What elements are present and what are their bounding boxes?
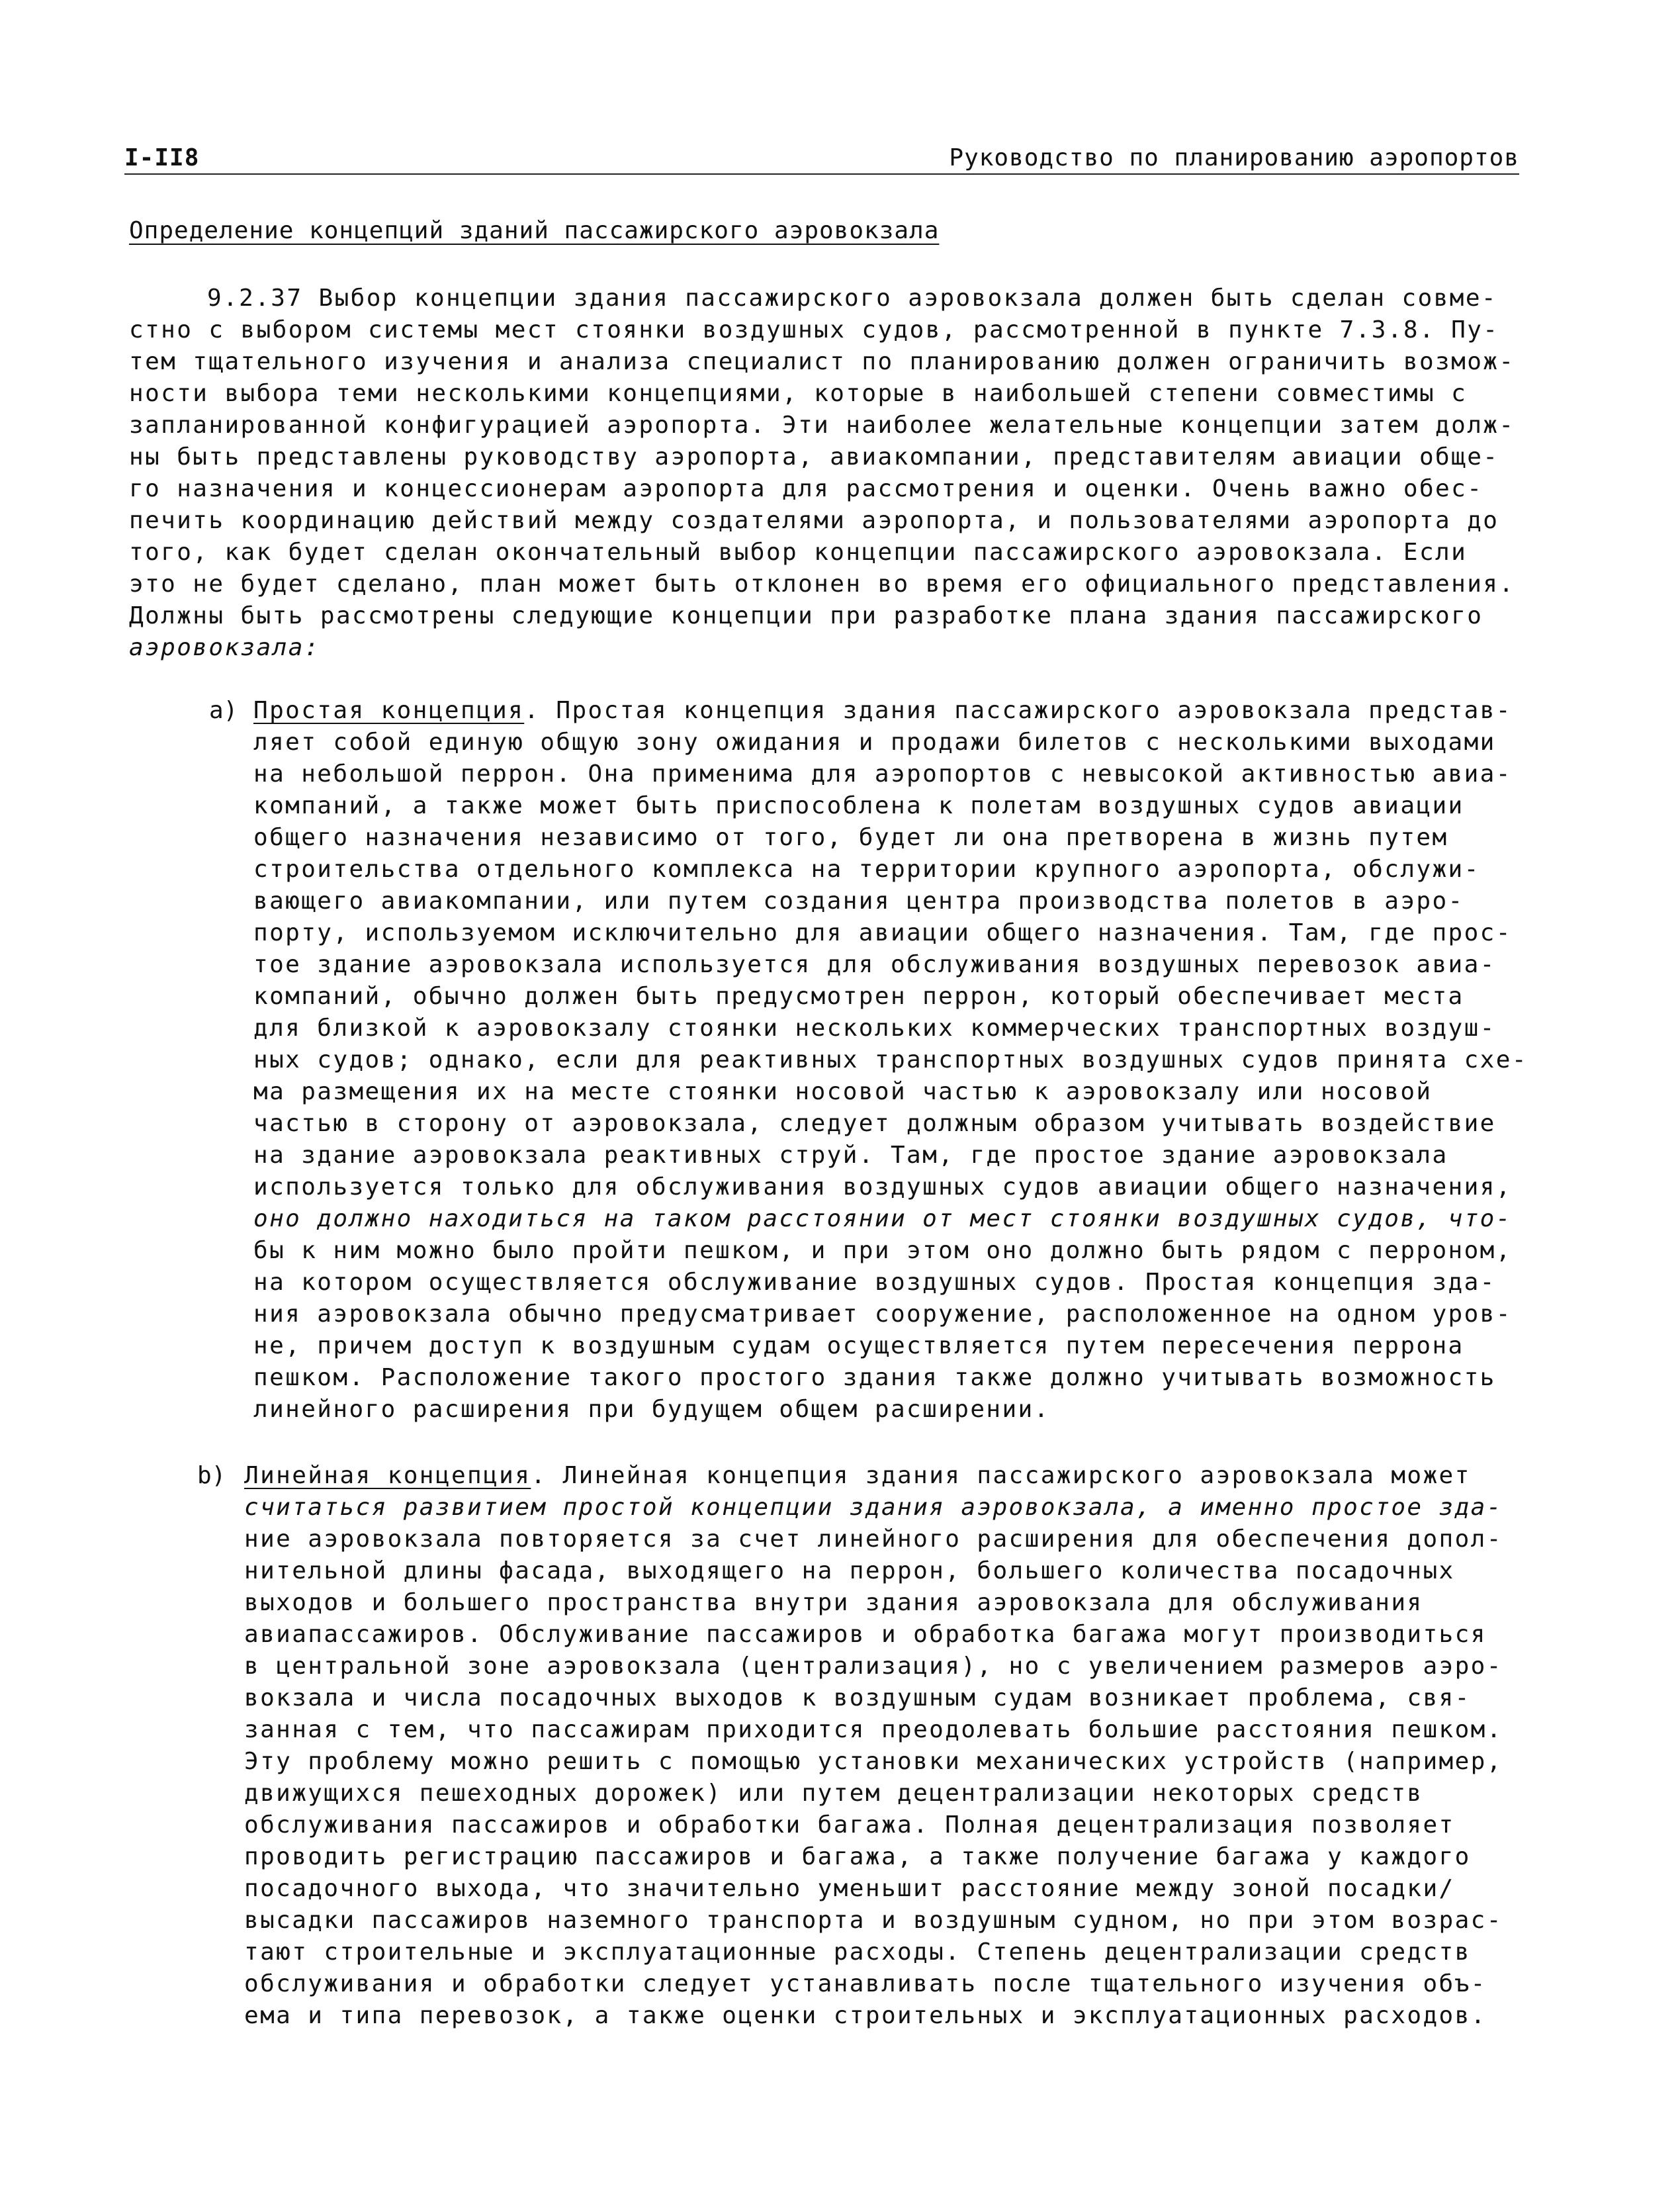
list-item-first-line <box>244 1460 1471 1492</box>
section-heading: Определение концепций зданий пассажирского аэровокзала <box>129 217 940 244</box>
list-item-line: на здание аэровокзала реактивных струй. Там, где простое здание аэровокзала <box>253 1142 1448 1169</box>
list-item-line: для близкой к аэровокзалу стоянки нескольких коммерческих транспортных воздуш- <box>253 1015 1496 1042</box>
list-item-line: вокзала и числа посадочных выходов к воздушным судам возникает проблема, свя- <box>244 1684 1471 1711</box>
list-item-line: частью в сторону от аэровокзала, следует должным образом учитывать воздействие <box>253 1110 1496 1137</box>
list-item-line: пешком. Расположение такого простого здания также должно учитывать возможность <box>253 1364 1496 1391</box>
running-title: Руководство по планированию аэропортов <box>949 144 1519 171</box>
list-item-first-line <box>253 695 1512 727</box>
list-item-text: . Линейная концепция здания пассажирского аэровокзала может <box>531 1462 1471 1489</box>
list-item-line: высадки пассажиров наземного транспорта и воздушным судном, но при этом возрас- <box>244 1907 1503 1934</box>
list-item-line: компаний, обычно должен быть предусмотрен перрон, который обеспечивает места <box>253 983 1464 1010</box>
list-item-line: посадочного выхода, что значительно уменьшит расстояние между зоной посадки/ <box>244 1875 1455 1902</box>
page-number: I-II8 <box>124 144 200 171</box>
list-item-line: тают строительные и эксплуатационные расходы. Степень децентрализации средств <box>244 1938 1471 1966</box>
page-header <box>124 144 1519 177</box>
paragraph-line: это не будет сделано, план может быть отклонен во время его официального представления. <box>129 570 1515 598</box>
list-item-line: на котором осуществляется обслуживание воздушных судов. Простая концепция зда- <box>253 1269 1496 1296</box>
header-rule <box>124 173 1519 175</box>
list-marker: b) <box>197 1462 226 1489</box>
paragraph-line: запланированной конфигурацией аэропорта. Эти наиболее желательные концепции затем долж- <box>129 412 1515 439</box>
list-item-line: нительной длины фасада, выходящего на перрон, большего количества посадочных <box>244 1557 1455 1584</box>
list-item-line: авиапассажиров. Обслуживание пассажиров и обработка багажа могут производиться <box>244 1621 1487 1648</box>
list-item-line: считаться развитием простой концепции здания аэровокзала, а именно простое зда- <box>244 1494 1503 1521</box>
list-item-line: обслуживания и обработки следует устанавливать после тщательного изучения объ- <box>244 1970 1487 1997</box>
list-item-line: в центральной зоне аэровокзала (централизация), но с увеличением размеров аэро- <box>244 1653 1503 1680</box>
list-item-line: ние аэровокзала повторяется за счет линейного расширения для обеспечения допол- <box>244 1526 1503 1553</box>
list-item-line: тое здание аэровокзала используется для обслуживания воздушных перевозок авиа- <box>253 951 1496 978</box>
list-item-line: обслуживания пассажиров и обработки багажа. Полная децентрализация позволяет <box>244 1811 1455 1839</box>
list-item-line: вающего авиакомпании, или путем создания центра производства полетов в аэро- <box>253 888 1464 915</box>
list-item-text: . Простая концепция здания пассажирского аэровокзала представ- <box>524 697 1512 724</box>
list-item-line: линейного расширения при будущем общем расширении. <box>253 1396 1050 1423</box>
list-item-line: занная с тем, что пассажирам приходится преодолевать большие расстояния пешком. <box>244 1716 1503 1743</box>
list-item-line: ния аэровокзала обычно предусматривает сооружение, расположенное на одном уров- <box>253 1300 1512 1328</box>
paragraph-line: Должны быть рассмотрены следующие концепции при разработке плана здания пассажирского <box>129 602 1483 629</box>
paragraph-line: стно с выбором системы мест стоянки воздушных судов, рассмотренной в пункте 7.3.8. Пу- <box>129 316 1499 343</box>
list-item-line: компаний, а также может быть приспособлена к полетам воздушных судов авиации <box>253 792 1464 819</box>
list-item-line: на небольшой перрон. Она применима для аэропортов с невысокой активностью авиа- <box>253 760 1512 788</box>
list-item-line: Эту проблему можно решить с помощью установки механических устройств (например, <box>244 1748 1503 1775</box>
list-item-title: Простая концепция <box>253 697 525 724</box>
paragraph-line: аэровокзала: <box>129 634 320 661</box>
list-item-line: движущихся пешеходных дорожек) или путем децентрализации некоторых средств <box>244 1780 1423 1807</box>
paragraph-line: печить координацию действий между создателями аэропорта, и пользователями аэропорта до <box>129 507 1499 534</box>
paragraph-line: 9.2.37 Выбор концепции здания пассажирского аэровокзала должен быть сделан совме- <box>207 285 1497 312</box>
list-item-line: ляет собой единую общую зону ожидания и продажи билетов с несколькими выходами <box>253 729 1496 756</box>
list-item-line: используется только для обслуживания воздушных судов авиации общего назначения, <box>253 1173 1512 1201</box>
paragraph-line: ности выбора теми несколькими концепциями, которые в наибольшей степени совместимы с <box>129 380 1468 407</box>
paragraph-line: тем тщательного изучения и анализа специалист по планированию должен ограничить возмож- <box>129 348 1515 375</box>
list-item-line: общего назначения независимо от того, будет ли она претворена в жизнь путем <box>253 824 1448 851</box>
list-item-line: ных судов; однако, если для реактивных транспортных воздушных судов принята схе- <box>253 1046 1528 1073</box>
list-item-line: проводить регистрацию пассажиров и багажа, а также получение багажа у каждого <box>244 1843 1471 1870</box>
paragraph-line: го назначения и концессионерам аэропорта для рассмотрения и оценки. Очень важно обес- <box>129 475 1483 502</box>
paragraph-line: того, как будет сделан окончательный выбор концепции пассажирского аэровокзала. Если <box>129 539 1468 566</box>
list-marker: a) <box>209 697 238 724</box>
list-item-line: не, причем доступ к воздушным судам осуществляется путем пересечения перрона <box>253 1332 1464 1359</box>
paragraph-line: ны быть представлены руководству аэропорта, авиакомпании, представителям авиации обще- <box>129 443 1499 471</box>
list-item-line: ема и типа перевозок, а также оценки строительных и эксплуатационных расходов. <box>244 2002 1487 2029</box>
list-item-line: оно должно находиться на таком расстоянии от мест стоянки воздушных судов, что- <box>253 1205 1512 1232</box>
list-item-line: строительства отдельного комплекса на территории крупного аэропорта, обслужи- <box>253 856 1480 883</box>
list-item-line: ма размещения их на месте стоянки носовой частью к аэровокзалу или носовой <box>253 1078 1433 1105</box>
list-item-title: Линейная концепция <box>244 1462 531 1489</box>
list-item-line: порту, используемом исключительно для авиации общего назначения. Там, где прос- <box>253 919 1512 946</box>
list-item-line: бы к ним можно было пройти пешком, и при этом оно должно быть рядом с перроном, <box>253 1237 1512 1264</box>
list-item-line: выходов и большего пространства внутри здания аэровокзала для обслуживания <box>244 1589 1423 1616</box>
